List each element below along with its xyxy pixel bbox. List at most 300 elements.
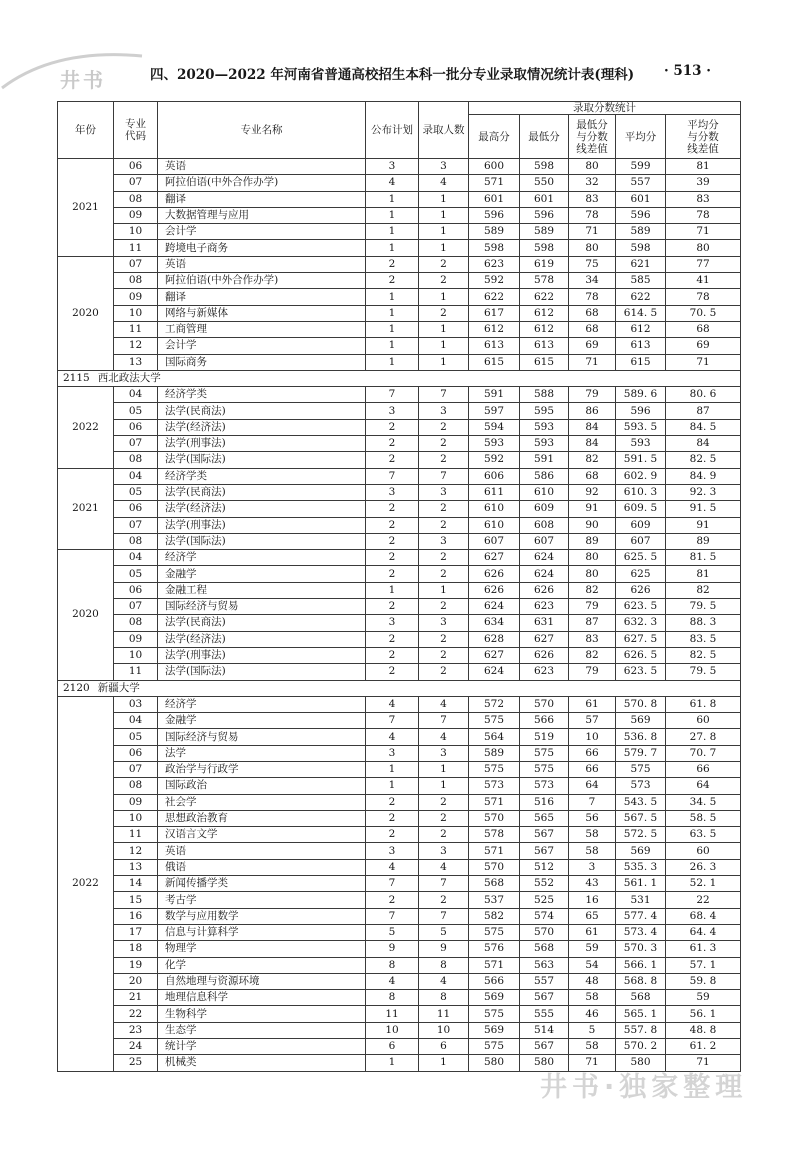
min-score-diff: 79 [569, 599, 616, 615]
plan-count: 2 [366, 533, 419, 549]
major-name: 经济学类 [158, 468, 366, 484]
avg-score-diff: 39 [666, 175, 741, 191]
avg-score: 568 [616, 990, 666, 1006]
table-row [58, 973, 741, 989]
major-name: 统计学 [158, 1039, 366, 1055]
min-score-diff: 91 [569, 501, 616, 517]
min-score: 567 [520, 843, 569, 859]
avg-score-diff: 89 [666, 533, 741, 549]
min-score: 516 [520, 794, 569, 810]
major-code: 07 [114, 175, 158, 191]
min-score-diff: 61 [569, 696, 616, 712]
avg-score: 626. 5 [616, 647, 666, 663]
plan-count: 10 [366, 1022, 419, 1038]
min-score-diff: 90 [569, 517, 616, 533]
max-score: 580 [469, 1055, 520, 1071]
table-row [58, 696, 741, 712]
max-score: 571 [469, 843, 520, 859]
major-code: 10 [114, 810, 158, 826]
min-score: 598 [520, 240, 569, 256]
admitted-count: 4 [419, 175, 469, 191]
major-code: 06 [114, 745, 158, 761]
min-score: 591 [520, 452, 569, 468]
avg-score: 623. 5 [616, 664, 666, 680]
admitted-count: 6 [419, 1039, 469, 1055]
avg-score-diff: 84 [666, 436, 741, 452]
header-major-name: 专业名称 [158, 102, 366, 159]
major-code: 06 [114, 582, 158, 598]
avg-score-diff: 91 [666, 517, 741, 533]
min-score: 613 [520, 338, 569, 354]
max-score: 600 [469, 159, 520, 175]
admitted-count: 2 [419, 419, 469, 435]
min-score: 565 [520, 810, 569, 826]
table-row [58, 175, 741, 191]
avg-score-diff: 63. 5 [666, 827, 741, 843]
min-score-diff: 16 [569, 892, 616, 908]
avg-score-diff: 88. 3 [666, 615, 741, 631]
avg-score: 569 [616, 843, 666, 859]
admitted-count: 2 [419, 631, 469, 647]
major-code: 14 [114, 876, 158, 892]
plan-count: 1 [366, 761, 419, 777]
major-code: 06 [114, 419, 158, 435]
table-row [58, 403, 741, 419]
min-score-diff: 79 [569, 664, 616, 680]
avg-score: 627. 5 [616, 631, 666, 647]
min-score-diff: 43 [569, 876, 616, 892]
min-score-diff: 32 [569, 175, 616, 191]
admitted-count: 3 [419, 403, 469, 419]
min-score: 612 [520, 321, 569, 337]
table-row [58, 729, 741, 745]
avg-score: 569 [616, 713, 666, 729]
min-score: 596 [520, 207, 569, 223]
table-row [58, 615, 741, 631]
major-code: 04 [114, 387, 158, 403]
avg-score: 567. 5 [616, 810, 666, 826]
plan-count: 1 [366, 207, 419, 223]
table-row [58, 436, 741, 452]
admitted-count: 10 [419, 1022, 469, 1038]
major-name: 英语 [158, 256, 366, 272]
major-name: 地理信息科学 [158, 990, 366, 1006]
plan-count: 7 [366, 468, 419, 484]
plan-count: 2 [366, 501, 419, 517]
max-score: 596 [469, 207, 520, 223]
major-code: 08 [114, 191, 158, 207]
plan-count: 2 [366, 419, 419, 435]
major-code: 12 [114, 338, 158, 354]
page-number: · 513 · [664, 63, 711, 79]
table-row [58, 354, 741, 370]
major-code: 04 [114, 468, 158, 484]
header-major-code: 专业 代码 [114, 102, 158, 159]
table-row [58, 647, 741, 663]
major-name: 经济学 [158, 550, 366, 566]
min-score: 623 [520, 599, 569, 615]
plan-count: 4 [366, 175, 419, 191]
major-name: 汉语言文学 [158, 827, 366, 843]
plan-count: 2 [366, 517, 419, 533]
admitted-count: 1 [419, 761, 469, 777]
major-code: 08 [114, 273, 158, 289]
school-name: 新疆大学 [97, 681, 140, 694]
min-score-diff: 65 [569, 908, 616, 924]
admitted-count: 3 [419, 843, 469, 859]
major-name: 国际经济与贸易 [158, 599, 366, 615]
admitted-count: 1 [419, 191, 469, 207]
max-score: 592 [469, 273, 520, 289]
min-score: 608 [520, 517, 569, 533]
major-code: 12 [114, 843, 158, 859]
plan-count: 5 [366, 924, 419, 940]
plan-count: 2 [366, 647, 419, 663]
major-name: 翻译 [158, 191, 366, 207]
plan-count: 3 [366, 745, 419, 761]
min-score-diff: 58 [569, 827, 616, 843]
avg-score: 610. 3 [616, 484, 666, 500]
min-score-diff: 71 [569, 354, 616, 370]
plan-count: 7 [366, 713, 419, 729]
header-min-score: 最低分 [520, 115, 569, 159]
plan-count: 2 [366, 892, 419, 908]
max-score: 610 [469, 517, 520, 533]
page-title: 四、2020—2022 年河南省普通高校招生本科一批分专业录取情况统计表(理科) [150, 67, 635, 83]
major-code: 09 [114, 289, 158, 305]
avg-score-diff: 92. 3 [666, 484, 741, 500]
admitted-count: 3 [419, 745, 469, 761]
min-score: 622 [520, 289, 569, 305]
major-name: 经济学类 [158, 387, 366, 403]
major-name: 金融学 [158, 566, 366, 582]
min-score-diff: 64 [569, 778, 616, 794]
table-row [58, 550, 741, 566]
plan-count: 3 [366, 484, 419, 500]
admitted-count: 8 [419, 957, 469, 973]
min-score-diff: 10 [569, 729, 616, 745]
major-name: 法学(经济法) [158, 631, 366, 647]
admitted-count: 2 [419, 256, 469, 272]
plan-count: 3 [366, 843, 419, 859]
major-code: 11 [114, 827, 158, 843]
major-name: 社会学 [158, 794, 366, 810]
min-score-diff: 83 [569, 191, 616, 207]
avg-score-diff: 78 [666, 289, 741, 305]
admitted-count: 2 [419, 452, 469, 468]
major-name: 机械类 [158, 1055, 366, 1071]
avg-score-diff: 26. 3 [666, 859, 741, 875]
major-name: 会计学 [158, 338, 366, 354]
plan-count: 4 [366, 696, 419, 712]
admitted-count: 2 [419, 273, 469, 289]
min-score-diff: 89 [569, 533, 616, 549]
max-score: 593 [469, 436, 520, 452]
avg-score: 557 [616, 175, 666, 191]
major-name: 英语 [158, 159, 366, 175]
year-cell: 2021 [58, 159, 114, 257]
table-row [58, 761, 741, 777]
major-code: 11 [114, 664, 158, 680]
major-code: 08 [114, 533, 158, 549]
major-name: 思想政治教育 [158, 810, 366, 826]
admitted-count: 2 [419, 599, 469, 615]
major-name: 考古学 [158, 892, 366, 908]
admitted-count: 3 [419, 533, 469, 549]
table-row [58, 207, 741, 223]
min-score-diff: 71 [569, 1055, 616, 1071]
avg-score: 589. 6 [616, 387, 666, 403]
min-score-diff: 80 [569, 240, 616, 256]
avg-score-diff: 79. 5 [666, 664, 741, 680]
min-score: 601 [520, 191, 569, 207]
major-code: 24 [114, 1039, 158, 1055]
major-code: 07 [114, 256, 158, 272]
max-score: 627 [469, 647, 520, 663]
max-score: 571 [469, 175, 520, 191]
min-score-diff: 58 [569, 990, 616, 1006]
min-score: 555 [520, 1006, 569, 1022]
avg-score-diff: 61. 8 [666, 696, 741, 712]
max-score: 607 [469, 533, 520, 549]
plan-count: 1 [366, 224, 419, 240]
max-score: 569 [469, 990, 520, 1006]
admitted-count: 7 [419, 713, 469, 729]
avg-score-diff: 59. 8 [666, 973, 741, 989]
table-row [58, 159, 741, 175]
avg-score: 593. 5 [616, 419, 666, 435]
major-code: 05 [114, 484, 158, 500]
major-code: 25 [114, 1055, 158, 1071]
table-row [58, 582, 741, 598]
min-score-diff: 61 [569, 924, 616, 940]
avg-score: 570. 8 [616, 696, 666, 712]
major-name: 法学(民商法) [158, 615, 366, 631]
major-code: 07 [114, 599, 158, 615]
min-score-diff: 68 [569, 468, 616, 484]
major-code: 07 [114, 761, 158, 777]
table-row [58, 599, 741, 615]
major-name: 国际经济与贸易 [158, 729, 366, 745]
min-score-diff: 82 [569, 582, 616, 598]
avg-score: 580 [616, 1055, 666, 1071]
major-name: 法学(刑事法) [158, 517, 366, 533]
plan-count: 1 [366, 191, 419, 207]
avg-score: 543. 5 [616, 794, 666, 810]
avg-score-diff: 48. 8 [666, 1022, 741, 1038]
major-name: 法学(民商法) [158, 484, 366, 500]
school-row [58, 370, 741, 386]
min-score-diff: 71 [569, 224, 616, 240]
table-row [58, 1006, 741, 1022]
major-code: 10 [114, 305, 158, 321]
avg-score-diff: 82. 5 [666, 647, 741, 663]
avg-score-diff: 91. 5 [666, 501, 741, 517]
avg-score: 573. 4 [616, 924, 666, 940]
avg-score-diff: 84. 5 [666, 419, 741, 435]
admitted-count: 2 [419, 436, 469, 452]
table-row [58, 876, 741, 892]
min-score: 623 [520, 664, 569, 680]
admitted-count: 7 [419, 876, 469, 892]
avg-score-diff: 81. 5 [666, 550, 741, 566]
min-score-diff: 69 [569, 338, 616, 354]
plan-count: 8 [366, 990, 419, 1006]
max-score: 598 [469, 240, 520, 256]
avg-score: 561. 1 [616, 876, 666, 892]
max-score: 571 [469, 957, 520, 973]
min-score: 619 [520, 256, 569, 272]
max-score: 570 [469, 859, 520, 875]
plan-count: 1 [366, 338, 419, 354]
logo-text: 井书 [60, 68, 106, 92]
avg-score-diff: 82. 5 [666, 452, 741, 468]
avg-score-diff: 68. 4 [666, 908, 741, 924]
table-row [58, 484, 741, 500]
avg-score-diff: 66 [666, 761, 741, 777]
plan-count: 2 [366, 599, 419, 615]
plan-count: 1 [366, 582, 419, 598]
avg-score: 593 [616, 436, 666, 452]
table-row [58, 305, 741, 321]
major-name: 法学(国际法) [158, 533, 366, 549]
table-row [58, 1022, 741, 1038]
max-score: 634 [469, 615, 520, 631]
avg-score: 585 [616, 273, 666, 289]
avg-score: 601 [616, 191, 666, 207]
avg-score-diff: 61. 3 [666, 941, 741, 957]
year-cell: 2021 [58, 468, 114, 549]
min-score: 589 [520, 224, 569, 240]
max-score: 575 [469, 1006, 520, 1022]
admitted-count: 2 [419, 647, 469, 663]
admitted-count: 1 [419, 778, 469, 794]
min-score-diff: 59 [569, 941, 616, 957]
min-score: 557 [520, 973, 569, 989]
admitted-count: 2 [419, 501, 469, 517]
min-score: 525 [520, 892, 569, 908]
major-code: 08 [114, 778, 158, 794]
major-code: 16 [114, 908, 158, 924]
avg-score-diff: 60 [666, 843, 741, 859]
min-score: 586 [520, 468, 569, 484]
table-row [58, 745, 741, 761]
major-name: 网络与新媒体 [158, 305, 366, 321]
table-row [58, 713, 741, 729]
max-score: 573 [469, 778, 520, 794]
table-row [58, 1055, 741, 1071]
plan-count: 2 [366, 664, 419, 680]
avg-score-diff: 68 [666, 321, 741, 337]
min-score-diff: 57 [569, 713, 616, 729]
max-score: 622 [469, 289, 520, 305]
max-score: 615 [469, 354, 520, 370]
min-score: 607 [520, 533, 569, 549]
max-score: 568 [469, 876, 520, 892]
min-score-diff: 83 [569, 631, 616, 647]
min-score: 563 [520, 957, 569, 973]
avg-score-diff: 80. 6 [666, 387, 741, 403]
avg-score-diff: 79. 5 [666, 599, 741, 615]
avg-score: 573 [616, 778, 666, 794]
avg-score: 609 [616, 517, 666, 533]
major-code: 21 [114, 990, 158, 1006]
avg-score-diff: 22 [666, 892, 741, 908]
avg-score-diff: 61. 2 [666, 1039, 741, 1055]
max-score: 575 [469, 924, 520, 940]
avg-score: 614. 5 [616, 305, 666, 321]
plan-count: 4 [366, 729, 419, 745]
avg-score-diff: 52. 1 [666, 876, 741, 892]
table-row [58, 387, 741, 403]
table-row [58, 859, 741, 875]
avg-score: 565. 1 [616, 1006, 666, 1022]
avg-score-diff: 77 [666, 256, 741, 272]
avg-score-diff: 71 [666, 224, 741, 240]
max-score: 576 [469, 941, 520, 957]
major-code: 04 [114, 713, 158, 729]
admitted-count: 2 [419, 892, 469, 908]
min-score-diff: 87 [569, 615, 616, 631]
avg-score: 615 [616, 354, 666, 370]
header-row-top [58, 102, 741, 115]
min-score-diff: 92 [569, 484, 616, 500]
admitted-count: 2 [419, 550, 469, 566]
table-row [58, 224, 741, 240]
plan-count: 2 [366, 631, 419, 647]
avg-score: 536. 8 [616, 729, 666, 745]
plan-count: 1 [366, 354, 419, 370]
admitted-count: 1 [419, 321, 469, 337]
major-code: 23 [114, 1022, 158, 1038]
admitted-count: 2 [419, 517, 469, 533]
avg-score-diff: 56. 1 [666, 1006, 741, 1022]
min-score-diff: 80 [569, 159, 616, 175]
avg-score-diff: 78 [666, 207, 741, 223]
avg-score: 598 [616, 240, 666, 256]
avg-score: 613 [616, 338, 666, 354]
table-row [58, 908, 741, 924]
table-row [58, 810, 741, 826]
major-name: 物理学 [158, 941, 366, 957]
avg-score: 625 [616, 566, 666, 582]
admitted-count: 8 [419, 990, 469, 1006]
min-score: 598 [520, 159, 569, 175]
max-score: 571 [469, 794, 520, 810]
major-name: 阿拉伯语(中外合作办学) [158, 175, 366, 191]
admitted-count: 2 [419, 305, 469, 321]
major-code: 11 [114, 321, 158, 337]
plan-count: 1 [366, 305, 419, 321]
min-score-diff: 46 [569, 1006, 616, 1022]
admitted-count: 7 [419, 468, 469, 484]
avg-score-diff: 82 [666, 582, 741, 598]
max-score: 601 [469, 191, 520, 207]
avg-score: 596 [616, 403, 666, 419]
major-name: 法学(刑事法) [158, 436, 366, 452]
admitted-count: 1 [419, 582, 469, 598]
avg-score-diff: 70. 7 [666, 745, 741, 761]
plan-count: 2 [366, 273, 419, 289]
major-name: 俄语 [158, 859, 366, 875]
min-score: 631 [520, 615, 569, 631]
avg-score-diff: 87 [666, 403, 741, 419]
table-row [58, 843, 741, 859]
major-code: 06 [114, 159, 158, 175]
major-name: 大数据管理与应用 [158, 207, 366, 223]
avg-score-diff: 60 [666, 713, 741, 729]
watermark-text: 井书·独家整理 [540, 1072, 748, 1103]
